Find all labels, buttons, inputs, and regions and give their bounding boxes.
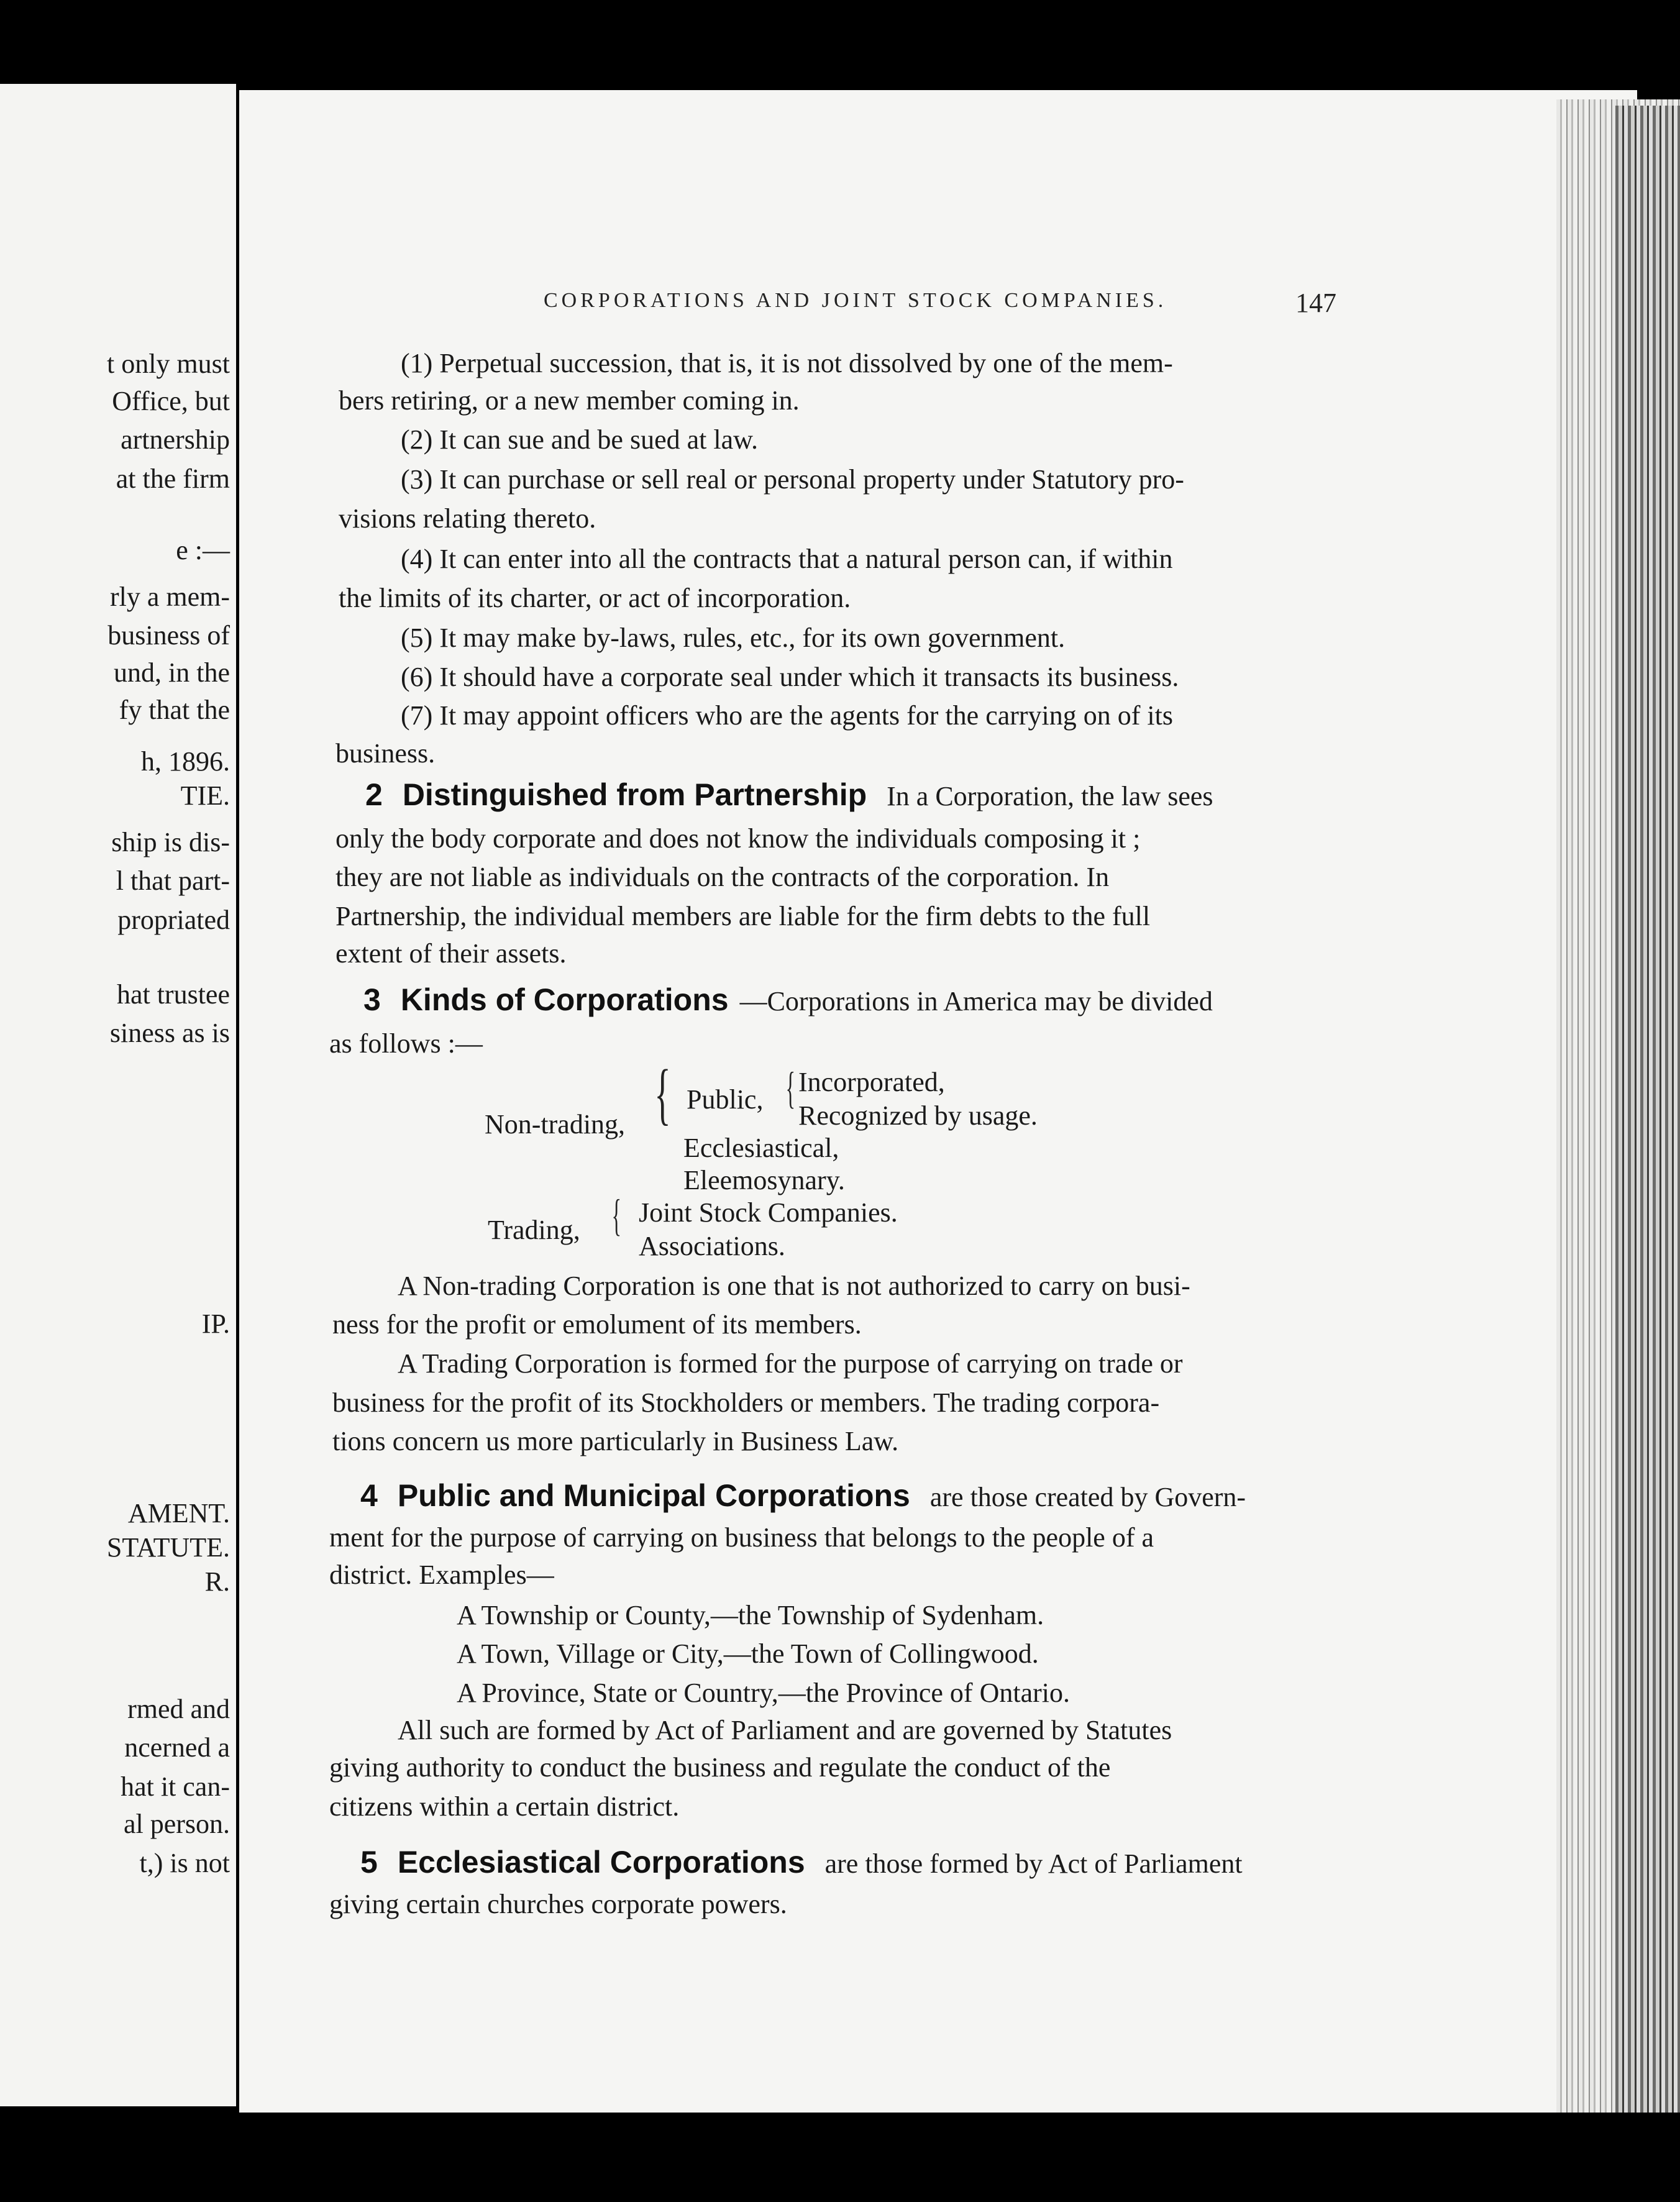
section-text: business for the profit of its Stockholders or members. The trading corpora- bbox=[332, 1387, 1160, 1418]
section-text: giving certain churches corporate powers. bbox=[329, 1889, 787, 1919]
example-line: A Province, State or Country,—the Province of Ontario. bbox=[457, 1678, 1070, 1708]
power-line: (6) It should have a corporate seal under which it transacts its business. bbox=[401, 662, 1179, 692]
brace-icon: { bbox=[785, 1063, 796, 1113]
power-line: (5) It may make by-laws, rules, etc., for its own government. bbox=[401, 623, 1066, 653]
left-page-line: fy that the bbox=[119, 695, 230, 725]
left-page-line: rmed and bbox=[127, 1694, 230, 1724]
section-3-heading-row bbox=[363, 982, 1213, 1020]
left-page-line: al person. bbox=[123, 1809, 230, 1839]
left-page-line: AMENT. bbox=[127, 1498, 230, 1528]
power-line: (3) It can purchase or sell real or personal property under Statutory pro- bbox=[401, 464, 1184, 495]
left-page-line: e :— bbox=[176, 535, 230, 565]
brace-icon: { bbox=[654, 1056, 671, 1131]
left-page-line: Office, but bbox=[112, 386, 230, 416]
section-text: only the body corporate and does not know the individuals composing it ; bbox=[336, 823, 1141, 854]
power-line: the limits of its charter, or act of incorporation. bbox=[339, 583, 851, 613]
section-text: ment for the purpose of carrying on business that belongs to the people of a bbox=[329, 1522, 1154, 1553]
page-edge-stack-outer bbox=[1615, 106, 1680, 2113]
left-page-line: TIE. bbox=[180, 780, 230, 811]
left-page-line: artnership bbox=[121, 424, 230, 455]
section-title: Ecclesiastical Corporations bbox=[397, 1845, 805, 1880]
left-page-line: hat it can- bbox=[121, 1771, 230, 1802]
section-text: they are not liable as individuals on the contracts of the corporation. In bbox=[336, 862, 1110, 892]
section-title: Kinds of Corporations bbox=[400, 982, 729, 1017]
left-page-line: ship is dis- bbox=[111, 827, 230, 857]
section-number: 4 bbox=[360, 1478, 378, 1513]
power-line: (2) It can sue and be sued at law. bbox=[401, 424, 759, 455]
power-line: visions relating thereto. bbox=[339, 503, 596, 534]
section-text: A Trading Corporation is formed for the purpose of carrying on trade or bbox=[398, 1348, 1183, 1379]
left-page-line: business of bbox=[107, 620, 230, 651]
section-text: All such are formed by Act of Parliament and are governed by Statutes bbox=[398, 1715, 1172, 1745]
section-text: as follows :— bbox=[329, 1028, 483, 1059]
left-page-line: t,) is not bbox=[139, 1848, 230, 1878]
section-text: are those formed by Act of Parliament bbox=[824, 1848, 1243, 1879]
power-line: (4) It can enter into all the contracts that a natural person can, if within bbox=[401, 544, 1173, 574]
left-page-line: t only must bbox=[106, 349, 230, 379]
section-5-heading-row bbox=[360, 1844, 1243, 1883]
section-text: ness for the profit or emolument of its members. bbox=[332, 1309, 862, 1340]
example-line: A Township or County,—the Township of Sydenham. bbox=[457, 1600, 1044, 1630]
section-text: tions concern us more particularly in Business Law. bbox=[332, 1426, 899, 1456]
section-title: Public and Municipal Corporations bbox=[397, 1478, 910, 1513]
left-page-line: h, 1896. bbox=[141, 746, 230, 777]
left-page-line: l that part- bbox=[116, 866, 230, 896]
left-page-line: ncerned a bbox=[124, 1732, 230, 1763]
class-item: Recognized by usage. bbox=[798, 1100, 1038, 1131]
trading-label: Trading, bbox=[488, 1215, 580, 1245]
class-item: Joint Stock Companies. bbox=[639, 1197, 898, 1228]
left-page-line: und, in the bbox=[114, 657, 230, 688]
power-line: business. bbox=[336, 738, 436, 769]
section-number: 3 bbox=[363, 982, 381, 1017]
left-page-line: at the firm bbox=[116, 464, 230, 494]
left-page-line: hat trustee bbox=[116, 979, 230, 1010]
example-line: A Town, Village or City,—the Town of Collingwood. bbox=[457, 1638, 1039, 1669]
class-item: Associations. bbox=[639, 1231, 785, 1261]
class-item: Incorporated, bbox=[798, 1067, 945, 1097]
left-page-line: R. bbox=[204, 1566, 230, 1597]
page-number: 147 bbox=[1295, 288, 1336, 318]
left-page-line: siness as is bbox=[109, 1018, 230, 1048]
section-title: Distinguished from Partnership bbox=[402, 777, 867, 812]
left-page-line: propriated bbox=[117, 905, 230, 935]
class-item: Eleemosynary. bbox=[683, 1165, 845, 1195]
public-label: Public, bbox=[687, 1084, 764, 1115]
section-number: 2 bbox=[365, 777, 383, 812]
class-item: Ecclesiastical, bbox=[683, 1133, 839, 1163]
section-2-heading-row bbox=[365, 777, 1213, 815]
power-line: bers retiring, or a new member coming in. bbox=[339, 385, 800, 416]
power-line: (1) Perpetual succession, that is, it is not dissolved by one of the mem- bbox=[401, 348, 1173, 378]
left-page-line: IP. bbox=[201, 1309, 230, 1339]
left-page-line: STATUTE. bbox=[106, 1532, 230, 1563]
section-number: 5 bbox=[360, 1845, 378, 1880]
non-trading-label: Non-trading, bbox=[485, 1109, 626, 1140]
section-text: extent of their assets. bbox=[336, 938, 567, 969]
left-page-line: rly a mem- bbox=[109, 582, 230, 612]
brace-icon: { bbox=[611, 1190, 622, 1240]
power-line: (7) It may appoint officers who are the agents for the carrying on of its bbox=[401, 700, 1173, 731]
left-facing-page bbox=[0, 84, 236, 2106]
section-text: Partnership, the individual members are liable for the firm debts to the full bbox=[336, 901, 1151, 931]
section-text: giving authority to conduct the business and regulate the conduct of the bbox=[329, 1752, 1111, 1783]
section-text: —Corporations in America may be divided bbox=[739, 986, 1213, 1016]
section-text: citizens within a certain district. bbox=[329, 1791, 680, 1822]
section-text: are those created by Govern- bbox=[929, 1482, 1246, 1512]
section-text: A Non-trading Corporation is one that is not authorized to carry on busi- bbox=[398, 1271, 1190, 1301]
section-4-heading-row bbox=[360, 1478, 1246, 1516]
running-header: CORPORATIONS AND JOINT STOCK COMPANIES. bbox=[544, 289, 1167, 312]
section-text: In a Corporation, the law sees bbox=[887, 781, 1213, 811]
section-text: district. Examples— bbox=[329, 1560, 554, 1590]
